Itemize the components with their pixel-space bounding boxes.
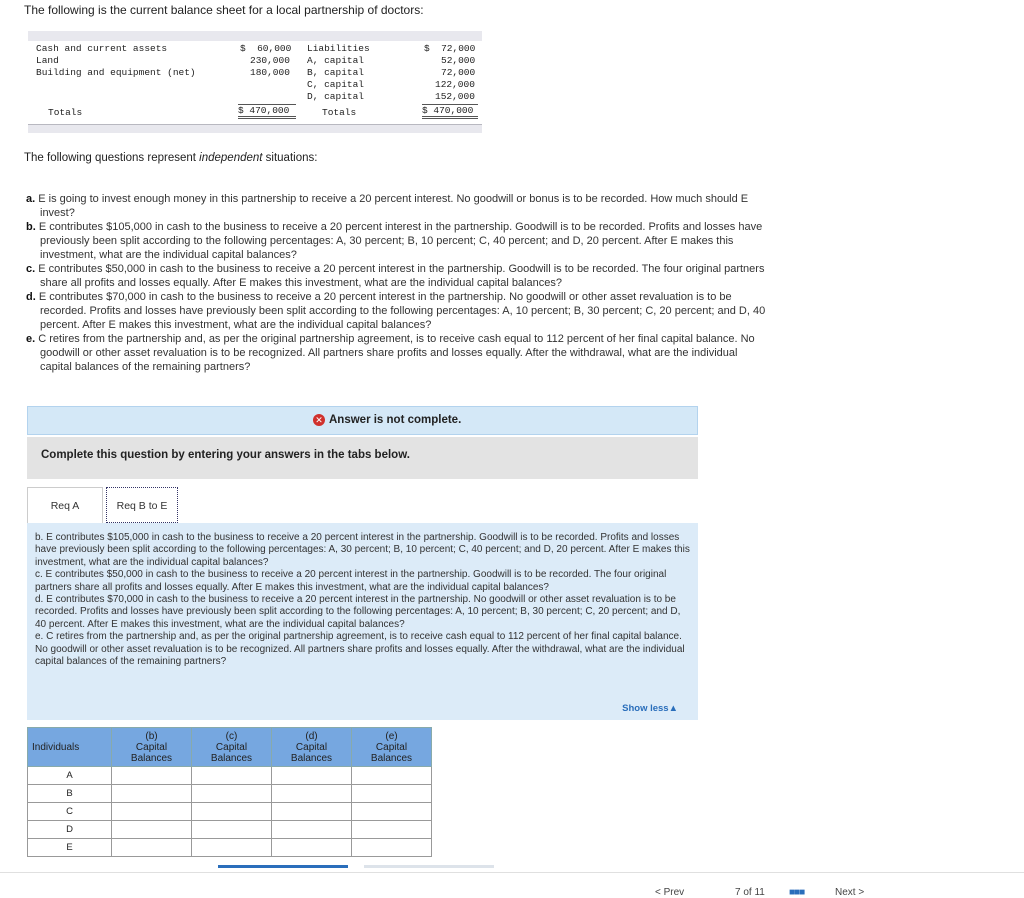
- asset-value: 180,000: [250, 67, 290, 78]
- answer-cell[interactable]: [112, 785, 192, 803]
- requirement-paragraph: e. C retires from the partnership and, as per the original partnership agreement, is to receive cash equal to 112 percent of her final capital balance. No goodwill or other asset revaluation is to be recognized. All partners share profits and losses equally. After the withdrawal, what are the individual capital balances of the remaining partners?: [35, 631, 685, 668]
- answer-cell[interactable]: [112, 767, 192, 785]
- liability-value: 52,000: [441, 55, 476, 66]
- question-text: E contributes $70,000 in cash to the business to receive a 20 percent interest in the partnership. No goodwill or other asset revaluation is to be recorded. Profits and losses have previously been split according to the following percentages: A, 10 percent; B, 30 percent; C, 20 percent; and D, 40 percent. After E makes this investment, what are the individual capital balances?: [35, 291, 766, 331]
- liability-value: 152,000: [435, 91, 475, 102]
- totals-value: $ 470,000: [238, 104, 296, 119]
- questions-intro-post: situations:: [262, 152, 318, 164]
- answer-status-text: Answer is not complete.: [329, 414, 462, 426]
- answer-cell[interactable]: [352, 821, 432, 839]
- row-label: A: [28, 767, 112, 785]
- table-row: [28, 767, 432, 785]
- question-letter: c.: [26, 263, 36, 275]
- header-line: (b): [145, 730, 158, 742]
- asset-label: Building and equipment (net): [36, 67, 196, 78]
- question-text: C retires from the partnership and, as per the original partnership agreement, is to receive cash equal to 112 percent of her final capital balance. No goodwill or other asset revaluation is to be recognized. All partners share profits and losses equally. After the withdrawal, what are the individual capital balances of the remaining partners?: [35, 333, 755, 373]
- table-row: [28, 785, 432, 803]
- answer-cell[interactable]: [352, 803, 432, 821]
- liability-label: D, capital: [307, 91, 365, 102]
- liability-label: B, capital: [307, 67, 365, 78]
- table-row: [28, 821, 432, 839]
- answer-cell[interactable]: [272, 839, 352, 857]
- answer-cell[interactable]: [192, 839, 272, 857]
- show-less-link[interactable]: Show less▲: [622, 703, 678, 714]
- tab-req-b-to-e[interactable]: Req B to E: [106, 487, 178, 523]
- header-line: Capital: [215, 741, 248, 753]
- answer-cell[interactable]: [352, 785, 432, 803]
- grid-view-icon[interactable]: ■■■: [789, 887, 805, 898]
- answer-cell[interactable]: [112, 821, 192, 839]
- progress-segment-active: [218, 865, 348, 868]
- answer-status: [313, 414, 461, 426]
- bottom-nav-bar: [0, 872, 1024, 898]
- asset-label: Cash and current assets: [36, 43, 168, 54]
- header-b-capital-balances: [112, 728, 192, 767]
- questions-intro-em: independent: [199, 152, 263, 164]
- question-item: [26, 290, 766, 332]
- question-letter: e.: [26, 333, 36, 345]
- asset-value: $ 60,000: [240, 43, 292, 54]
- questions-intro: [24, 152, 317, 164]
- question-item: [26, 332, 766, 374]
- question-letter: b.: [26, 221, 36, 233]
- question-text: E is going to invest enough money in this partnership to receive a 20 percent interest. No goodwill or bonus is to be recorded. How much should E invest?: [35, 193, 749, 219]
- progress-segment: [364, 865, 494, 868]
- totals-label: Totals: [322, 107, 357, 118]
- page-indicator: 7 of 11: [735, 887, 765, 898]
- totals-value: $ 470,000: [422, 104, 478, 119]
- answer-status-bar: [27, 406, 698, 435]
- questions-list: [26, 192, 766, 374]
- question-item: [26, 220, 766, 262]
- header-line: Balances: [130, 752, 173, 764]
- liability-value: $ 72,000: [424, 43, 476, 54]
- header-line: Capital: [375, 741, 408, 753]
- header-line: Balances: [210, 752, 253, 764]
- liability-label: Liabilities: [307, 43, 370, 54]
- liability-label: C, capital: [307, 79, 365, 90]
- header-individuals: Individuals: [28, 728, 112, 767]
- row-label: D: [28, 821, 112, 839]
- row-label: B: [28, 785, 112, 803]
- table-row: [28, 803, 432, 821]
- header-e-capital-balances: [352, 728, 432, 767]
- answer-cell[interactable]: [272, 821, 352, 839]
- header-line: (e): [385, 730, 398, 742]
- asset-label: Land: [36, 55, 59, 66]
- liability-value: 122,000: [435, 79, 475, 90]
- answer-cell[interactable]: [192, 803, 272, 821]
- instruction-bar: [27, 437, 698, 479]
- instruction-text: Complete this question by entering your answers in the tabs below.: [41, 449, 410, 461]
- answer-cell[interactable]: [112, 839, 192, 857]
- balance-sheet-top-bar: [28, 31, 482, 41]
- header-line: (d): [305, 730, 318, 742]
- answer-cell[interactable]: [272, 785, 352, 803]
- balance-sheet: [28, 31, 482, 132]
- header-line: Balances: [370, 752, 413, 764]
- row-label: C: [28, 803, 112, 821]
- question-letter: d.: [26, 291, 36, 303]
- header-line: (c): [225, 730, 238, 742]
- questions-intro-pre: The following questions represent: [24, 152, 200, 164]
- question-text: E contributes $50,000 in cash to the business to receive a 20 percent interest in the partnership. Goodwill is to be recorded. The four original partners share all profits and losses equally. After E makes this investment, what are the individual capital balances?: [35, 263, 765, 289]
- header-line: Capital: [135, 741, 168, 753]
- tab-req-a[interactable]: Req A: [27, 487, 103, 523]
- header-c-capital-balances: [192, 728, 272, 767]
- answer-cell[interactable]: [192, 821, 272, 839]
- intro-text: The following is the current balance sheet for a local partnership of doctors:: [24, 3, 424, 17]
- question-item: [26, 192, 766, 220]
- requirement-paragraph: d. E contributes $70,000 in cash to the business to receive a 20 percent interest in the partnership. No goodwill or other asset revaluation is to be recorded. Profits and losses have previously been split according to the following percentages: A, 10 percent; B, 30 percent; C, 20 percent; and D, 40 percent. After E makes this investment, what are the individual capital balances?: [35, 594, 681, 630]
- requirement-panel: [27, 523, 698, 720]
- balance-sheet-bottom-bar: [28, 124, 482, 133]
- answer-cell[interactable]: [352, 767, 432, 785]
- liability-label: A, capital: [307, 55, 365, 66]
- requirement-paragraph: c. E contributes $50,000 in cash to the business to receive a 20 percent interest in the partnership. Goodwill is to be recorded. The four original partners share all profits and losses equally. After E makes this investment, what are the individual capital balances?: [35, 569, 667, 593]
- question-text: E contributes $105,000 in cash to the business to receive a 20 percent interest in the partnership. Goodwill is to be recorded. Profits and losses have previously been split according to the following percentages: A, 30 percent; B, 10 percent; C, 40 percent; and D, 20 percent. After E makes this investment, what are the individual capital balances?: [35, 221, 763, 261]
- liability-value: 72,000: [441, 67, 476, 78]
- question-item: [26, 262, 766, 290]
- capital-balances-table: [27, 727, 432, 857]
- answer-cell[interactable]: [192, 785, 272, 803]
- totals-label: Totals: [48, 107, 83, 118]
- header-d-capital-balances: [272, 728, 352, 767]
- prev-button[interactable]: < Prev: [655, 887, 685, 898]
- answer-cell[interactable]: [192, 767, 272, 785]
- question-letter: a.: [26, 193, 36, 205]
- header-line: Capital: [295, 741, 328, 753]
- answer-cell[interactable]: [352, 839, 432, 857]
- row-label: E: [28, 839, 112, 857]
- next-button[interactable]: Next >: [835, 887, 865, 898]
- answer-cell[interactable]: [112, 803, 192, 821]
- table-header-row: [28, 728, 432, 767]
- requirement-text: [35, 532, 690, 668]
- table-row: [28, 839, 432, 857]
- answer-cell[interactable]: [272, 803, 352, 821]
- answer-cell[interactable]: [272, 767, 352, 785]
- requirement-paragraph: b. E contributes $105,000 in cash to the business to receive a 20 percent interest in the partnership. Goodwill is to be recorded. Profits and losses have previously been split according to the following percentages: A, 30 percent; B, 10 percent; C, 40 percent; and D, 20 percent. After E makes this investment, what are the individual capital balances?: [35, 532, 690, 568]
- header-line: Balances: [290, 752, 333, 764]
- asset-value: 230,000: [250, 55, 290, 66]
- error-x-icon: ✕: [313, 414, 325, 426]
